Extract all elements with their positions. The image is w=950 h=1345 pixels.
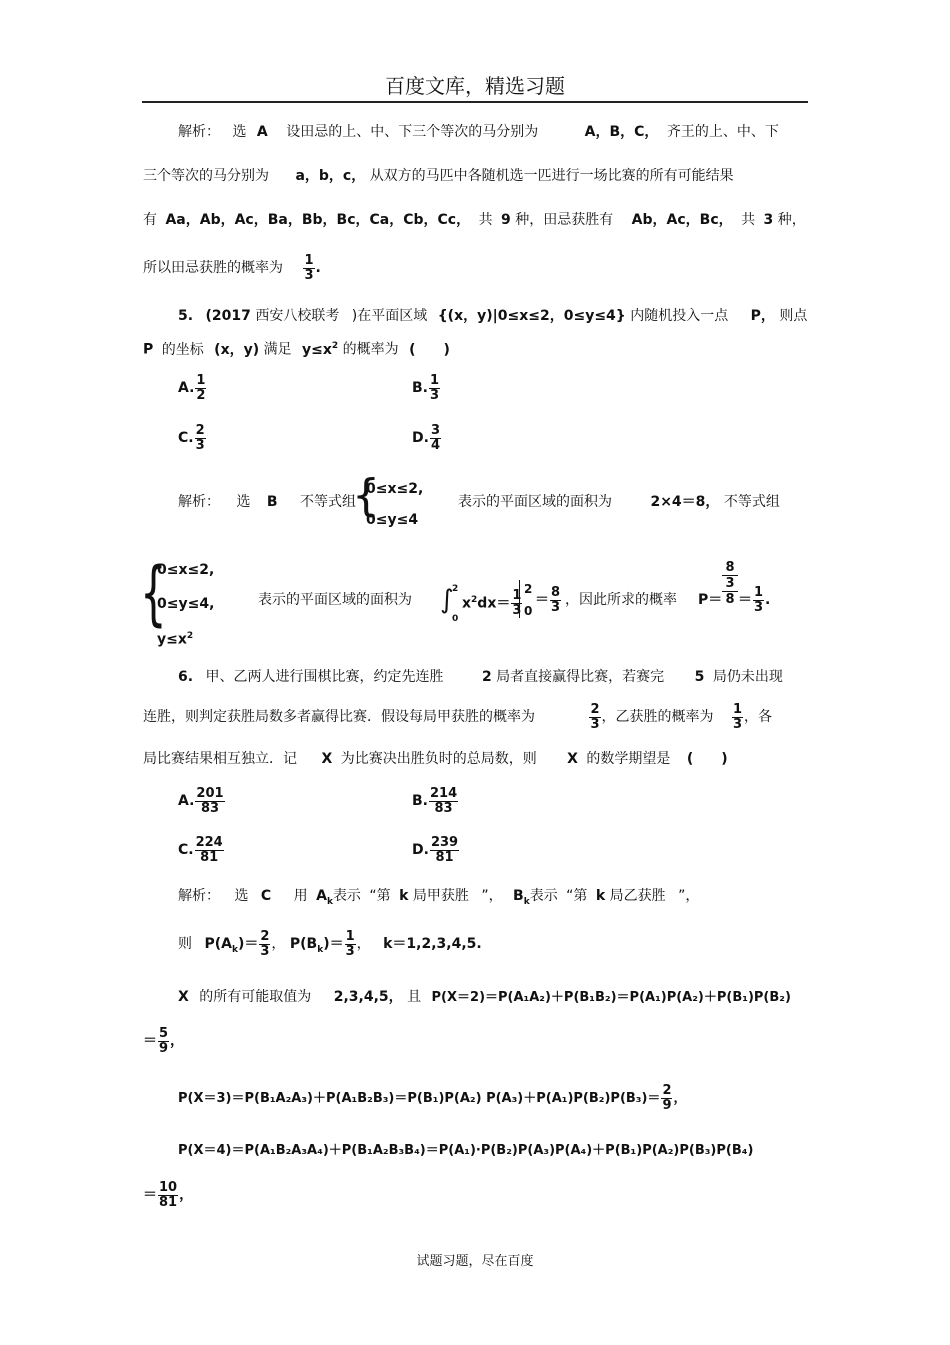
math-var: k bbox=[595, 888, 606, 904]
text: 不等式组 bbox=[300, 494, 357, 510]
denominator: 3 bbox=[304, 267, 314, 283]
math-var: (x，y) bbox=[214, 341, 260, 358]
fraction bbox=[550, 586, 561, 615]
answer-blank: ( ) bbox=[409, 341, 450, 358]
text: 局者直接赢得比赛，若赛完 bbox=[496, 669, 665, 685]
differential: dx＝ bbox=[477, 595, 511, 612]
math: )＝ bbox=[237, 936, 259, 952]
q5-line-2 bbox=[143, 337, 450, 359]
math-vars: a，b，c， bbox=[295, 168, 366, 184]
count: 3 bbox=[763, 212, 774, 228]
math-var: P bbox=[143, 341, 154, 358]
denominator: 3 bbox=[345, 943, 355, 959]
q6-option-b bbox=[412, 784, 459, 818]
text: 的概率为 bbox=[342, 341, 399, 358]
denominator: 3 bbox=[722, 575, 738, 591]
text: 不等式组 bbox=[723, 494, 780, 510]
q4-analysis-line-2 bbox=[143, 167, 734, 185]
answer-letter: B bbox=[266, 494, 278, 510]
q6-analysis-line-3 bbox=[178, 988, 791, 1007]
system2-row-3 bbox=[157, 627, 193, 649]
q5-analysis-line-1b bbox=[458, 493, 780, 511]
text: 从双方的马匹中各随机选一匹进行一场比赛的所有可能结果 bbox=[369, 168, 734, 184]
text: ”， bbox=[678, 888, 700, 904]
text: 的坐标 bbox=[161, 341, 204, 358]
q6-analysis-line-1 bbox=[178, 887, 699, 911]
numerator: 8 bbox=[725, 560, 735, 575]
header-rule bbox=[142, 101, 808, 103]
math-var: P， bbox=[750, 308, 775, 324]
text: 齐王的上、中、下 bbox=[666, 124, 779, 140]
denominator: 3 bbox=[590, 716, 600, 732]
text: 为比赛决出胜负时的总局数，则 bbox=[340, 751, 537, 767]
subscript: k bbox=[326, 896, 333, 907]
text: 三个等次的马分别为 bbox=[143, 168, 269, 184]
fraction bbox=[429, 374, 440, 403]
p-result: ＝ $\frac{1}{3}$ . bbox=[738, 584, 771, 615]
text: 局比赛结果相互独立．记 bbox=[143, 751, 297, 767]
source: (2017 bbox=[205, 308, 251, 324]
numerator: 2 bbox=[195, 422, 205, 438]
text: 选 bbox=[236, 494, 251, 510]
separator: ， bbox=[271, 936, 286, 952]
text: 种，田忌获胜有 bbox=[515, 212, 614, 228]
text: ，乙获胜的概率为 bbox=[601, 709, 714, 725]
text: 的所有可能取值为 bbox=[199, 989, 312, 1005]
text: 的数学期望是 bbox=[586, 751, 671, 767]
subscript: k bbox=[231, 944, 238, 955]
answer-letter: A bbox=[256, 124, 268, 140]
numerator: 2 bbox=[590, 701, 600, 717]
source: 西安八校联考 bbox=[255, 308, 340, 324]
text: 连胜，则判定获胜局数多者赢得比赛．假设每局甲获胜的概率为 bbox=[143, 709, 535, 725]
numerator: 239 bbox=[430, 834, 459, 850]
fraction bbox=[732, 703, 743, 732]
numerator: 3 bbox=[430, 422, 440, 438]
text: 局仍未出现 bbox=[712, 669, 783, 685]
text: ，各 bbox=[744, 709, 772, 725]
fraction bbox=[158, 1181, 178, 1210]
eval-upper: 2 bbox=[524, 582, 533, 596]
q6-line-2 bbox=[143, 700, 772, 734]
math-var: X bbox=[321, 751, 333, 767]
math-var: X bbox=[178, 989, 189, 1005]
integral-lower: 0 bbox=[452, 614, 459, 624]
denominator: 3 bbox=[754, 599, 764, 615]
fraction bbox=[429, 787, 458, 816]
fraction bbox=[430, 836, 459, 865]
text: 且 bbox=[407, 989, 422, 1005]
numerator: 1 bbox=[304, 252, 314, 268]
q4-analysis-line-4: 所以田忌获胜的概率为 $\frac{1}{3}$ . bbox=[143, 252, 321, 283]
fraction bbox=[158, 1027, 169, 1056]
math-var: B bbox=[513, 888, 524, 904]
integral-result bbox=[535, 582, 562, 618]
text: 种， bbox=[777, 212, 806, 228]
text: 选 bbox=[234, 888, 249, 904]
q5-analysis-line-1 bbox=[178, 493, 356, 511]
numerator: 2 bbox=[662, 1083, 672, 1098]
q5-line-1 bbox=[178, 307, 807, 325]
q5-analysis-line-2-text2: ，因此所求的概率 bbox=[565, 592, 677, 608]
numerator: 214 bbox=[430, 785, 458, 801]
q6-option-d bbox=[412, 833, 460, 867]
denominator: 9 bbox=[662, 1098, 672, 1113]
q4-analysis-line-1 bbox=[178, 123, 779, 141]
math-expression: P(X＝3)＝P(B₁A₂A₃)＋P(A₁B₂B₃)＝P(B₁)P(A₂) P(A₃)＋P(A₁)P(B₂)P(B₃)＝ bbox=[178, 1091, 661, 1106]
q5-option-a bbox=[178, 371, 207, 405]
count: 9 bbox=[501, 212, 511, 228]
subscript: k bbox=[317, 944, 324, 955]
math: P(A bbox=[204, 936, 232, 952]
fraction bbox=[511, 589, 522, 618]
math-var: X bbox=[567, 751, 578, 767]
denominator: 2 bbox=[196, 387, 206, 403]
numerator: 1 bbox=[196, 372, 206, 388]
text: 所以田忌获胜的概率为 bbox=[143, 260, 283, 276]
q6-analysis-line-5 bbox=[178, 1082, 687, 1116]
denominator: 3 bbox=[260, 943, 270, 959]
denominator: 81 bbox=[435, 849, 454, 865]
equals: ＝ bbox=[143, 1187, 157, 1203]
q6-line-3 bbox=[143, 750, 728, 768]
denominator: 83 bbox=[434, 800, 453, 816]
fraction bbox=[303, 254, 314, 283]
eval-lower: 0 bbox=[524, 604, 533, 618]
text: 则点 bbox=[779, 308, 808, 324]
option-label: C. bbox=[178, 842, 194, 858]
text: 满足 bbox=[263, 341, 292, 358]
win-list: Ab，Ac，Bc， bbox=[631, 212, 733, 228]
numerator: 2 bbox=[260, 928, 270, 944]
math: 2,3,4,5， bbox=[333, 989, 403, 1005]
integral-body bbox=[462, 582, 523, 622]
q4-analysis-line-3 bbox=[143, 211, 806, 229]
analysis-label: 解析： bbox=[178, 494, 220, 510]
equals: ＝ bbox=[535, 592, 549, 608]
text: ”， bbox=[481, 888, 503, 904]
text: 共 bbox=[741, 212, 756, 228]
text: “第 bbox=[566, 888, 588, 904]
q5-option-c bbox=[178, 421, 207, 455]
answer-letter: C bbox=[260, 888, 272, 904]
fraction bbox=[753, 586, 764, 615]
outer-denominator: 8 bbox=[722, 591, 738, 607]
condition: y≤x bbox=[157, 631, 187, 648]
equals: ＝ bbox=[738, 592, 752, 608]
integral-sign-icon: ∫ bbox=[440, 585, 454, 615]
numerator: 10 bbox=[159, 1179, 178, 1195]
denominator: 9 bbox=[159, 1040, 169, 1056]
text: 用 bbox=[293, 888, 308, 904]
text: 共 bbox=[478, 212, 493, 228]
separator: ， bbox=[179, 1187, 194, 1203]
page-header-title: 百度文库，精选习题 bbox=[385, 74, 565, 98]
denominator: 4 bbox=[430, 437, 440, 453]
subscript: k bbox=[523, 896, 530, 907]
text: 有 bbox=[143, 212, 157, 228]
left-brace-icon: { bbox=[352, 470, 380, 521]
exponent: 2 bbox=[471, 595, 478, 605]
q5-option-d bbox=[412, 421, 442, 455]
numerator: 224 bbox=[195, 834, 223, 850]
equals: ＝ bbox=[143, 1033, 157, 1049]
answer-blank: ( ) bbox=[686, 751, 728, 767]
denominator: 3 bbox=[512, 603, 522, 619]
system1-row-1: 0≤x≤2, bbox=[366, 481, 424, 497]
system1-row-2: 0≤y≤4 bbox=[366, 512, 419, 528]
text: 表示 bbox=[529, 888, 558, 904]
q6-option-a bbox=[178, 784, 226, 818]
text: 选 bbox=[232, 124, 247, 140]
system2-row-2: 0≤y≤4, bbox=[157, 596, 215, 612]
option-label: D. bbox=[412, 842, 429, 858]
option-label: C. bbox=[178, 430, 194, 446]
math-expression: P(X＝2)＝P(A₁A₂)＋P(B₁B₂)＝P(A₁)P(A₂)＋P(B₁)P(B₂) bbox=[431, 990, 791, 1005]
outcome-list: Aa，Ab，Ac，Ba，Bb，Bc，Ca，Cb，Cc， bbox=[165, 212, 471, 228]
q6-analysis-line-4 bbox=[143, 1024, 184, 1058]
fraction bbox=[589, 703, 600, 732]
area-value: 2×4＝8， bbox=[650, 494, 720, 510]
text: “第 bbox=[369, 888, 391, 904]
q6-analysis-line-2 bbox=[178, 927, 482, 967]
system2-row-1: 0≤x≤2, bbox=[157, 562, 215, 578]
fraction bbox=[195, 836, 224, 865]
q5-analysis-line-2-text: 表示的平面区域的面积为 bbox=[258, 592, 412, 608]
math-var: k bbox=[399, 888, 409, 904]
numerator: 1 bbox=[754, 584, 764, 600]
option-label: A. bbox=[178, 380, 195, 396]
math-vars: A，B，C， bbox=[584, 124, 659, 140]
analysis-label: 解析： bbox=[178, 888, 220, 904]
denominator: 3 bbox=[551, 599, 561, 615]
fraction bbox=[661, 1084, 672, 1113]
q6-line-1 bbox=[178, 668, 783, 686]
text: 则 bbox=[178, 936, 192, 952]
denominator: 3 bbox=[430, 387, 440, 403]
denominator: 81 bbox=[159, 1194, 178, 1210]
fraction bbox=[195, 374, 206, 403]
condition: y≤x bbox=[302, 341, 332, 358]
q6-analysis-line-6: P(X＝4)＝P(A₁B₂A₃A₄)＋P(B₁A₂B₃B₄)＝P(A₁)·P(B₂)P(A₃)P(A₄)＋P(B₁)P(A₂)P(B₃)P(B₄) bbox=[178, 1143, 754, 1158]
math: )＝ bbox=[323, 936, 344, 952]
numerator: 1 bbox=[430, 372, 440, 388]
fraction bbox=[430, 424, 441, 453]
denominator: 3 bbox=[732, 716, 742, 732]
evaluation-bar bbox=[519, 580, 520, 618]
numerator: 8 bbox=[551, 584, 561, 600]
text: 表示 bbox=[332, 888, 361, 904]
fraction bbox=[195, 787, 224, 816]
p-equals: P＝ bbox=[698, 592, 723, 608]
numerator: 1 bbox=[345, 928, 355, 944]
numerator: 1 bbox=[732, 701, 742, 717]
complex-fraction bbox=[722, 560, 738, 607]
fraction bbox=[345, 930, 356, 959]
option-label: B. bbox=[412, 793, 428, 809]
text: 内随机投入一点 bbox=[630, 308, 729, 324]
separator: ， bbox=[673, 1091, 687, 1106]
analysis-label: 解析： bbox=[178, 124, 220, 140]
separator: ， bbox=[170, 1033, 185, 1049]
denominator: 3 bbox=[195, 437, 205, 453]
option-label: D. bbox=[412, 430, 429, 446]
left-brace-icon: { bbox=[140, 552, 167, 634]
text: 表示的平面区域的面积为 bbox=[458, 494, 612, 510]
q6-option-c bbox=[178, 833, 225, 867]
math: k＝1,2,3,4,5. bbox=[383, 936, 482, 952]
numerator: 5 bbox=[159, 1025, 169, 1041]
text: 设田忌的上、中、下三个等次的马分别为 bbox=[286, 124, 539, 140]
math-var: A bbox=[316, 888, 327, 904]
question-number: 6. bbox=[178, 669, 194, 685]
numerator: 1 bbox=[512, 588, 522, 604]
number: 2 bbox=[481, 669, 492, 685]
math: P(B bbox=[289, 936, 318, 952]
q6-analysis-line-7 bbox=[143, 1178, 193, 1212]
variable: x bbox=[462, 595, 472, 612]
text: 甲、乙两人进行围棋比赛，约定先连胜 bbox=[205, 669, 444, 685]
text: 局甲获胜 bbox=[412, 888, 469, 904]
denominator: 81 bbox=[200, 849, 219, 865]
q5-option-b bbox=[412, 371, 441, 405]
option-label: A. bbox=[178, 793, 195, 809]
exponent: 2 bbox=[331, 341, 339, 351]
fraction bbox=[195, 424, 206, 453]
number: 5 bbox=[694, 669, 705, 685]
option-label: B. bbox=[412, 380, 428, 396]
question-number: 5. bbox=[178, 308, 194, 324]
text: 局乙获胜 bbox=[609, 888, 666, 904]
exponent: 2 bbox=[186, 631, 194, 641]
denominator: 83 bbox=[200, 800, 220, 816]
integral-upper: 2 bbox=[452, 584, 459, 594]
fraction bbox=[259, 930, 270, 959]
numerator: 201 bbox=[196, 785, 224, 801]
math-set: {(x，y)|0≤x≤2，0≤y≤4} bbox=[437, 308, 626, 324]
separator: ， bbox=[356, 936, 371, 952]
text: )在平面区域 bbox=[351, 308, 428, 324]
page-footer: 试题习题，尽在百度 bbox=[416, 1254, 534, 1269]
